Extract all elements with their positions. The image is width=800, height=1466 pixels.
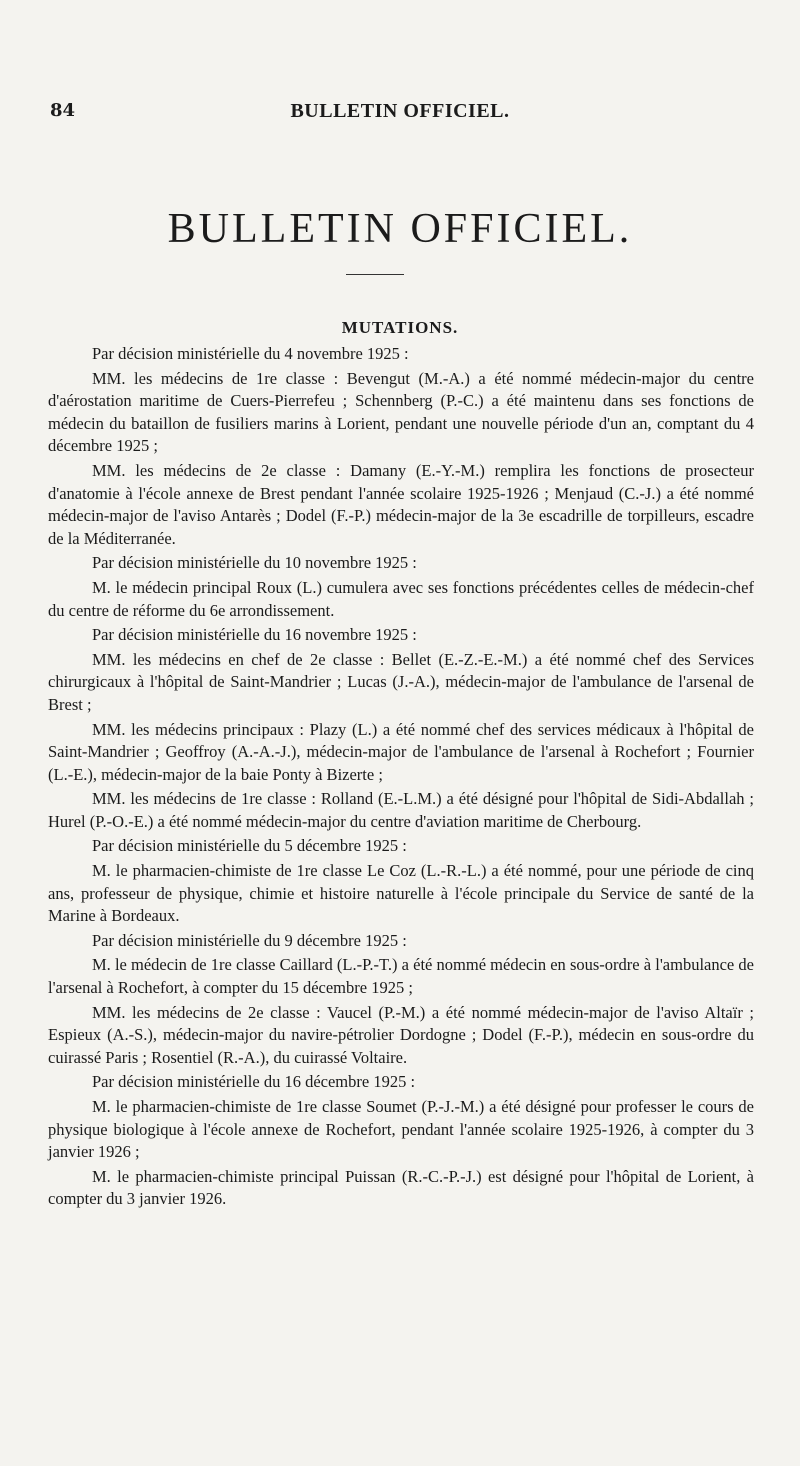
paragraph: Par décision ministérielle du 5 décembre 1925 : — [92, 836, 407, 856]
paragraph: Par décision ministérielle du 16 novembre 1925 : — [92, 625, 417, 645]
section-heading: MUTATIONS. — [341, 318, 459, 337]
paragraph: M. le médecin principal Roux (L.) cumulera avec ses fonctions précédentes celles de médecin-chef du centre de réforme du 6e arrondissement. — [48, 577, 754, 620]
paragraph: MM. les médecins principaux : Plazy (L.) a été nommé chef des services médicaux à l'hôpital de Saint-Mandrier ; Geoffroy (A.-A.-J.), médecin-major de l'ambulance de l'arsenal à Rochefort ; Fournier (L.-E.), médecin-major de la baie Ponty à Bizerte ; — [48, 719, 754, 784]
paragraph: Par décision ministérielle du 10 novembre 1925 : — [92, 553, 417, 573]
paragraph: Par décision ministérielle du 4 novembre 1925 : — [92, 344, 409, 363]
body-text — [48, 343, 754, 1213]
paragraph: M. le pharmacien-chimiste principal Puissan (R.-C.-P.-J.) est désigné pour l'hôpital de Lorient, à compter du 3 janvier 1926. — [48, 1166, 754, 1209]
paragraph: Par décision ministérielle du 16 décembre 1925 : — [92, 1072, 416, 1092]
paragraph: M. le pharmacien-chimiste de 1re classe Soumet (P.-J.-M.) a été désigné pour professer le cours de physique biologique à l'école annexe de Rochefort, pendant l'année scolaire 1925-1926, à compter du 3 janvier 1926 ; — [48, 1097, 754, 1162]
paragraph: MM. les médecins de 1re classe : Bevengut (M.-A.) a été nommé médecin-major du centre d'aérostation maritime de Cuers-Pierrefeu ; Schennberg (P.-C.) a été maintenu dans ses fonctions de médecin du bataillon de fusiliers marins à Lorient, pendant une nouvelle période d'un an, comptant du 4 décembre 1925 ; — [48, 368, 754, 456]
paragraph: Par décision ministérielle du 9 décembre 1925 : — [92, 930, 407, 950]
paragraph: M. le médecin de 1re classe Caillard (L.-P.-T.) a été nommé médecin en sous-ordre à l'ambulance de l'arsenal à Rochefort, à compter du 15 décembre 1925 ; — [48, 955, 754, 998]
paragraph: MM. les médecins en chef de 2e classe : Bellet (E.-Z.-E.-M.) a été nommé chef des Services chirurgicaux à l'hôpital de Saint-Mandrier ; Lucas (J.-A.), médecin-major de l'ambulance de l'arsenal de Brest ; — [48, 649, 754, 714]
paragraph: MM. les médecins de 2e classe : Vaucel (P.-M.) a été nommé médecin-major de l'aviso Altaïr ; Espieux (A.-S.), médecin-major du navire-pétrolier Dordogne ; Dodel (F.-P.), médecin en sous-ordre du cuirassé Paris ; Rosentiel (R.-A.), du cuirassé Voltaire. — [48, 1002, 754, 1067]
paragraph: MM. les médecins de 2e classe : Damany (E.-Y.-M.) remplira les fonctions de prosecteur d'anatomie à l'école annexe de Brest pendant l'année scolaire 1925-1926 ; Menjaud (C.-J.) a été nommé médecin-major de l'aviso Antarès ; Dodel (F.-P.) médecin-major de la 3e escadrille de torpilleurs, escadre de la Méditerranée. — [48, 460, 754, 548]
page-number: 84 — [50, 100, 76, 121]
title-divider — [346, 274, 404, 275]
paragraph: M. le pharmacien-chimiste de 1re classe Le Coz (L.-R.-L.) a été nommé, pour une période de cinq ans, professeur de physique, chimie et histoire naturelle à l'école principale du Service de santé de la Marine à Bordeaux. — [48, 861, 754, 926]
paragraph: MM. les médecins de 1re classe : Rolland (E.-L.M.) a été désigné pour l'hôpital de Sidi-Abdallah ; Hurel (P.-O.-E.) a été nommé médecin-major du centre d'aviation maritime de Cherbourg. — [48, 789, 754, 831]
main-title: BULLETIN OFFICIEL. — [167, 206, 633, 252]
running-head — [50, 100, 750, 130]
running-title: BULLETIN OFFICIEL. — [290, 100, 510, 122]
